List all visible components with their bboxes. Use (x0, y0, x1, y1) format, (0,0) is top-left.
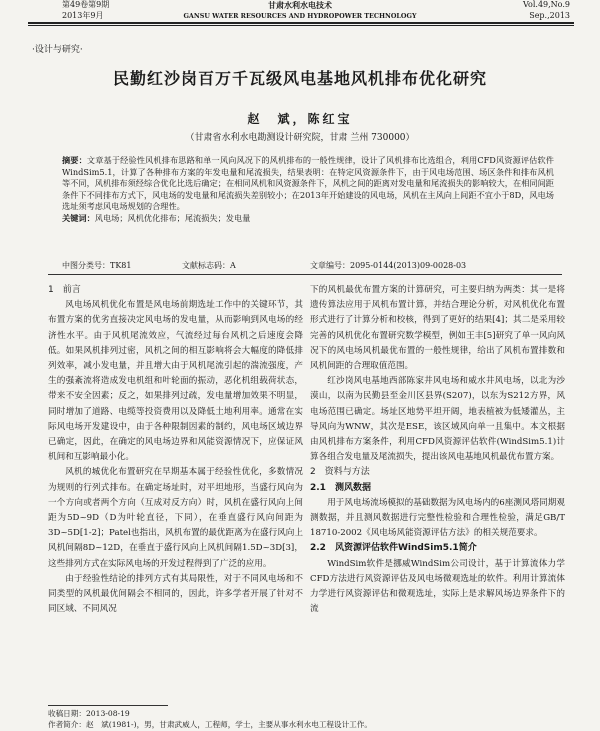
section-heading-data-methods: 2 资料与方法 (310, 467, 370, 478)
subsection-heading-windsim: 2.2 风资源评估软件WindSim5.1简介 (310, 543, 477, 554)
header-volume-issue-en: Vol.49,No.9 (523, 0, 570, 9)
abstract-label: 摘要： (62, 155, 87, 165)
article-id: 文章编号：2095-0144(2013)09-0028-03 (310, 261, 467, 270)
abstract-divider (48, 274, 562, 275)
body-left-column (48, 283, 303, 617)
header-rule-thin (28, 25, 574, 26)
paragraph: 风机的城优化布置研究在早期基本属于经验性优化，多数情况为规则的行列式排布。在确定场址时，对平坦地形，当盛行风向为一个方向或者两个方向（互成对反方向）时，风机在盛行风向上间距为5D~9D（D为叶轮直径，下同），在垂直盛行风向间距为3D~5D[1-2]；Patel也指出，风机布置的最优距离为在盛行风向上风机间隔8D~12D，在垂直于盛行风向上风机间隔1.5D~3D[3]，这些排列方式在实际风电场的开发过程得到了广泛的应用。 (48, 467, 303, 569)
header-rule (28, 22, 574, 24)
footnote-author-info: 作者简介：赵 斌(1981-)，男，甘肃武威人，工程师，学士，主要从事水利水电工程设计工作。 (48, 720, 372, 729)
paragraph: 下的风机最优布置方案的计算研究，可主要归纳为两类：其一是将遗传算法应用于风机布置计算，并结合理论分析，对风机优化布置形式进行了计算分析和校核，得到了更好的结果[4]；其二是采用较完善的风机优化布置研究数学模型，例如王丰[5]研究了单一风向风况下的风电场风机最优布置的一般性规律，给出了风机布置排数和风机间距的合理取值范围。 (310, 285, 565, 372)
article-affiliation: （甘肃省水利水电勘测设计研究院，甘肃 兰州 730000） (185, 133, 415, 143)
section-heading-intro: 1 前言 (48, 285, 81, 295)
paragraph: 风电场风机优化布置是风电场前期选址工作中的关键环节，其布置方案的优劣直接决定风电场的发电量，从而影响到风电场的经济性水平。由于风机尾流效应，气流经过每台风机之后速度会降低。如果风机排列过密，风机之间的相互影响将会大幅度的降低排列效率，减小发电量，并且增大由于风机尾流引起的湍流强度，产生的强紊流将造成发电机组和叶轮面的振动，恶化机组载荷状态，带来不安全因素；反之，如果排列过疏，发电量增加效果不明显，同时增加了道路、电缆等投资费用以及降低土地利用率。通常在实际风电场开发建设中，由于各种限制因素的制约，风电场区域边界已确定，因此，在确定的风电场边界和风能资源情况下，应保证风机间和互影响最小化。 (48, 300, 303, 463)
article-title: 民勤红沙岗百万千瓦级风电基地风机排布优化研究 (112, 69, 487, 88)
section-tag: ·设计与研究· (32, 45, 83, 55)
keywords-text: 风电场；风机优化排布；尾流损失；发电量 (94, 212, 251, 223)
header-date-en: Sep.,2013 (529, 11, 570, 20)
paragraph: WindSim软件是挪威WindSim公司设计，基于计算流体力学CFD方法进行风资源评估及风电场微观选址的软件。利用计算流体力学进行风资源评估和微观选址，实际上是求解风场边界条件下的流 (310, 558, 565, 615)
clc-number: 中图分类号：TK81 (62, 261, 132, 270)
header-date: 2013年9月 (62, 11, 104, 20)
footnote-rule (48, 705, 168, 706)
document-code: 文献标志码：A (182, 261, 236, 270)
header-journal-cn: 甘肃水利水电技术 (268, 0, 332, 10)
abstract-block (62, 155, 554, 225)
subsection-heading-wind-data: 2.1 测风数据 (310, 482, 371, 493)
paragraph: 用于风电场流场模拟的基础数据为风电场内的6座测风塔同期观测数据，并且测风数据进行完整性检验和合理性检验，满足GB/T 18710-2002《风电场风能资源评估方法》的相关规范要求。 (310, 497, 565, 539)
header-journal-en: GANSU WATER RESOURCES AND HYDROPOWER TECHNOLOGY (183, 12, 417, 20)
article-authors: 赵 斌，陈红宝 (247, 112, 353, 126)
footnote-received: 收稿日期：2013-08-19 (48, 709, 130, 718)
paragraph: 由于经验性结论的排列方式有其局限性，对于不同风电场和不同类型的风机最优间隔会不相同的，因此，许多学者开展了针对不同区域、不同风况 (48, 573, 303, 615)
abstract-text: 文章基于经验性风机排布思路和单一风向风况下的风机排布的一般性规律，设计了风机排布比选组合，利用CFD风资源评估软件WindSim5.1，计算了各种排布方案的年发电量和尾流损失，结果表明：在特定风资源条件下，由于风电场范围、场区条件和排布风机等不同，风机排布须经综合优化比选后确定；在相同风机和风资源条件下，风机之间的距离对发电量和尾流损失的影响较大，在相同间距条件下不同排布方式下，风电场的发电量和尾流损失差别较小；在2013年开始建设的风电场，风机在主风向上间距不宜小于8D，风电场选址须考虑风电场规划的合理性。 (62, 155, 554, 212)
keywords-label: 关键词： (62, 212, 95, 223)
paragraph: 红沙岗风电基地西部陈家井风电场和威水井风电场，以北为沙漠山，以南为民勤县至金川区县界(S207)，以东为S212方界，风电场范围已确定。场址区地势平坦开阔，地表植被为低矮灌丛，主导风向为WNW，其次是ESE，该区域风向单一且集中。本文根据由风机排布方案条件，利用CFD风资源评估软件(WindSim5.1)计算各组合发电量及尾流损失，提出该风电基地风机最优布置方案。 (310, 376, 565, 463)
body-right-column (310, 283, 565, 617)
header-volume-issue: 第49卷第9期 (62, 0, 110, 9)
